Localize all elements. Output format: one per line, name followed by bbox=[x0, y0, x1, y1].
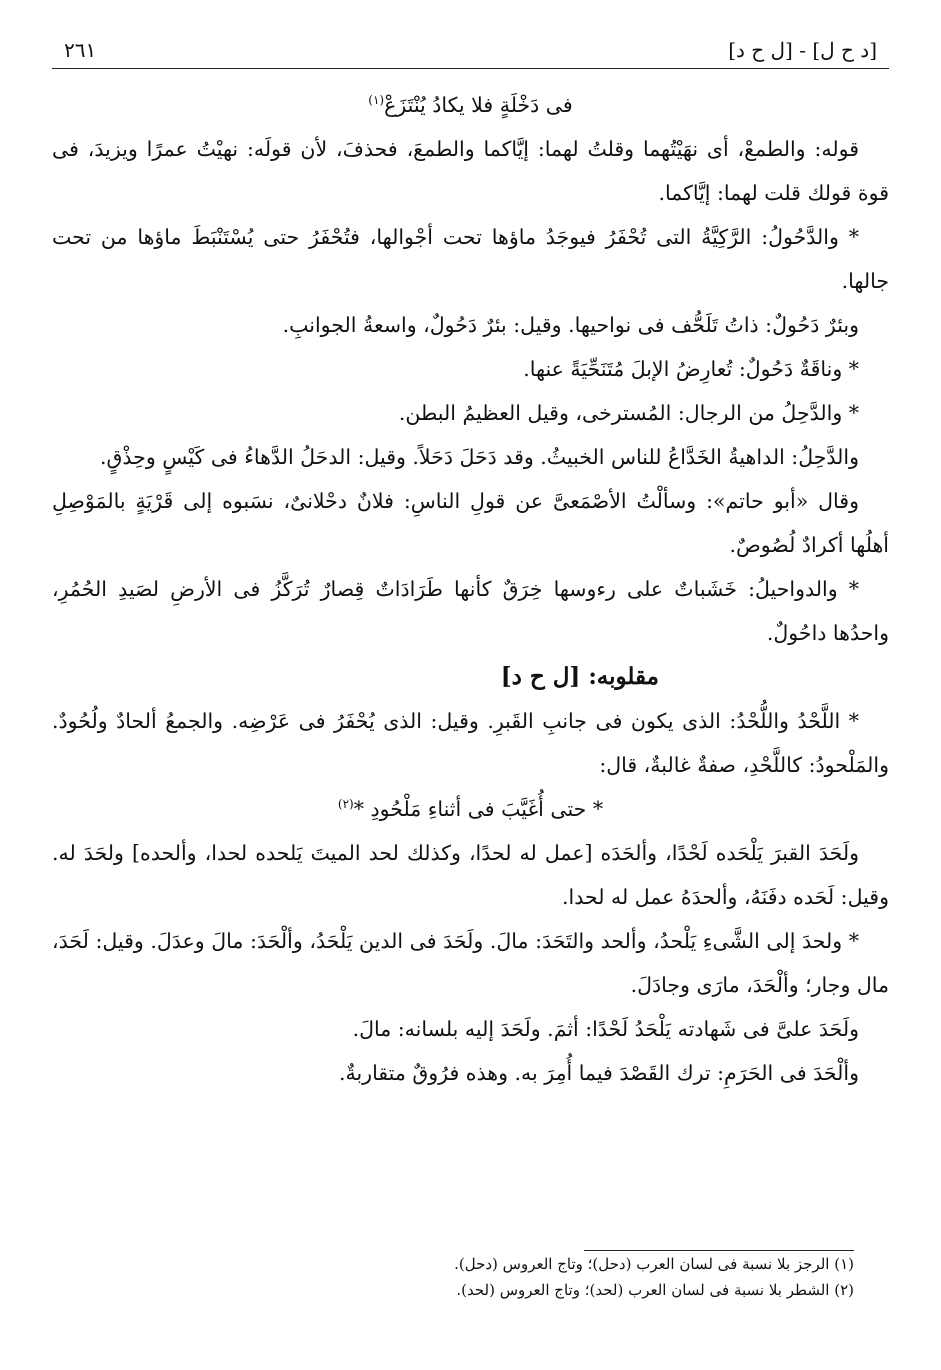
verse-text: فى دَخْلَةٍ فلا يكادُ يُنْتَزَعْ bbox=[384, 93, 573, 117]
section-title: مقلوبه: [ل ح د] bbox=[500, 663, 659, 690]
paragraph: * اللَّحْدُ واللُّحْدُ: الذى يكون فى جانبِ القَبرِ. وقيل: الذى يُحْفَرُ فى عَرْضِه. والجمعُ ألحادٌ ولُحُودٌ. والمَلْحودُ: كاللَّحْدِ، صفةٌ غالبةٌ، قال: bbox=[52, 709, 889, 777]
paragraph: * ولحدَ إلى الشَّىءِ يَلْحدُ، وألحد والتَحَدَ: مالَ. ولَحَدَ فى الدين يَلْحَدُ، وألْحَدَ: مالَ وعدَلَ. وقيل: لَحَدَ، مال وجار؛ وألْحَدَ، مارَى وجادَلَ. bbox=[52, 929, 889, 997]
paragraph: ولَحَدَ القبرَ يَلْحَده لَحْدًا، وألحَدَه [عمل له لحدًا، وكذلك لحد الميتَ يَلحده لحدا، وألحده] ولحَدَ له. وقيل: لَحَده دفَنَهُ، وألحدَهُ عمل له لحدا. bbox=[52, 841, 889, 909]
paragraph: * وناقَةٌ دَحُولٌ: تُعارِضُ الإبلَ مُتَنَحِّيَةً عنها. bbox=[523, 357, 859, 381]
footnote-ref: (١) bbox=[368, 93, 385, 108]
paragraph: قوله: والطمعْ، أى نهَيْتُهما وقلتُ لهما: إيَّاكما والطمعَ، فحذفَ، لأن قولَه: نهيْتُ عمرًا ويزيدَ، فى قوة قولك قلت لهما: إيَّاكما. bbox=[52, 137, 889, 205]
footnote: (١) الرجز بلا نسبة فى لسان العرب (دحل)؛ وتاج العروس (دحل). bbox=[454, 1255, 854, 1273]
paragraph: * والدَّحِلُ من الرجال: المُسترخى، وقيل العظيمُ البطن. bbox=[398, 401, 859, 425]
page-header bbox=[52, 38, 889, 69]
footnotes bbox=[52, 1250, 889, 1303]
main-text bbox=[52, 83, 889, 1095]
paragraph: ولَحَدَ علىَّ فى شَهادته يَلْحَدُ لَحْدًا: أثمَ. ولَحَدَ إليه بلسانه: مالَ. bbox=[352, 1017, 859, 1041]
verse-line bbox=[52, 83, 889, 127]
paragraph: والدَّحِلُ: الداهيةُ الخَدَّاعُ للناس الخبيثُ. وقد دَحَلَ دَحَلاً. وقيل: الدحَلُ الدَّهاءُ فى كَيْسٍ وحِذْقٍ. bbox=[99, 445, 859, 469]
footnote-ref: (٢) bbox=[337, 797, 354, 812]
paragraph: * والدَّحُولُ: الرَّكِيَّةُ التى تُحْفَرُ فيوجَدُ ماؤها تحت أجْوالها، فتُحْفَرُ حتى يُسْتَنْبَطَ ماؤها من تحت جالها. bbox=[52, 225, 889, 293]
book-page bbox=[52, 38, 889, 1330]
running-head: [د ح ل] - [ل ح د] bbox=[728, 38, 877, 62]
paragraph: وبئرٌ دَحُولٌ: ذاتُ تَلَحُّف فى نواحيها. وقيل: بئرٌ دَحُولٌ، واسعةُ الجوانبِ. bbox=[282, 313, 859, 337]
paragraph: وقال «أبو حاتم»: وسألْتُ الأصْمَعىَّ عن قولِ الناسِ: فلانٌ دحْلانىٌ، نسَبوه إلى قَرْيَةٍ بالمَوْصِلِ أهلُها أكرادٌ لُصُوصٌ. bbox=[52, 489, 889, 557]
paragraph: * والدواحيلُ: خَشَباتٌ على رءوسها خِرَقٌ كأنها طَرَادَاتٌ قِصارٌ تُرَكَّزُ فى الأرضِ لصَيدِ الحُمُرِ، واحدُها داحُولٌ. bbox=[52, 577, 889, 645]
paragraph: وألْحَدَ فى الحَرَمِ: ترك القَصْدَ فيما أُمِرَ به. وهذه فرُوقٌ متقاربةٌ. bbox=[338, 1061, 859, 1085]
verse-text: * حتى أُغَيَّبَ فى أثناءِ مَلْحُودِ * bbox=[353, 797, 604, 821]
page-number: ٢٦١ bbox=[64, 38, 97, 62]
footnote: (٢) الشطر بلا نسبة فى لسان العرب (لحد)؛ وتاج العروس (لحد). bbox=[456, 1281, 854, 1299]
verse-line bbox=[52, 787, 889, 831]
